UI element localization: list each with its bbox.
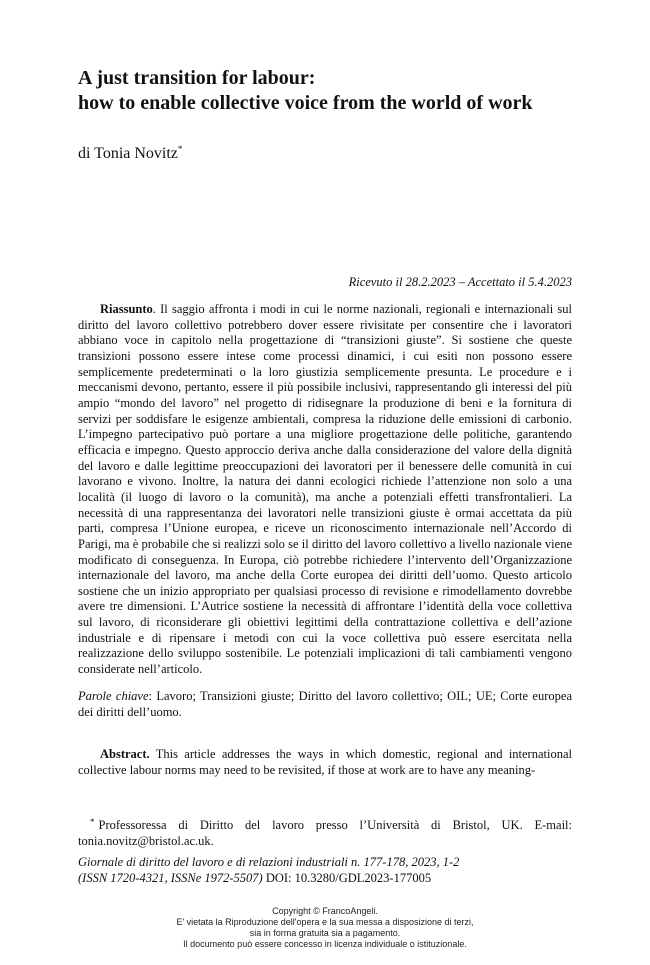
copyright-line-2: E' vietata la Riproduzione dell'opera e la sua messa a disposizione di terzi, <box>176 917 474 927</box>
received-accepted-dates: Ricevuto il 28.2.2023 – Accettato il 5.4.2023 <box>348 275 572 289</box>
riassunto-label: Riassunto <box>100 302 153 316</box>
journal-doi: DOI: 10.3280/GDL2023-177005 <box>262 871 432 885</box>
copyright-line-4: Il documento può essere concesso in licenza individuale o istituzionale. <box>183 939 467 949</box>
author-byline <box>78 139 182 164</box>
copyright-line-3: sia in forma gratuita sia a pagamento. <box>249 928 401 938</box>
footnote-marker: * <box>90 817 95 827</box>
journal-line-1: Giornale di diritto del lavoro e di relazioni industriali n. 177-178, 2023, 1-2 <box>78 855 460 869</box>
riassunto-text: . Il saggio affronta i modi in cui le norme nazionali, regionali e internazionali sul diritto del lavoro collettivo potrebbero dover essere rivisitate per consentire che i lavoratori abbiano voce in capitolo nella progettazione di “transizioni giuste”. Si sostiene che queste transizioni possono essere intese come processi dinamici, i cui esiti non possono essere semplicemente predeterminati o la loro giustizia semplicemente presunta. Le procedure e i meccanismi devono, pertanto, essere il più possibile inclusivi, rappresentando gli interessi del più ampio “mondo del lavoro” nel progetto di ridisegnare la produzione di beni e la fornitura di servizi per soddisfare le esigenze ambientali, compresa la riduzione delle emissioni di carbonio. L’impegno partecipativo può portare a una migliore progettazione delle politiche, garantendo efficacia e impegno. Questo approccio deriva anche dalla considerazione del valore della dignità del lavoro e dalle legittime preoccupazioni dei lavoratori per il benessere delle comunità in cui lavorano e vivono. Inoltre, la natura dei danni ecologici richiede l’attenzione non solo a una località (il luogo di lavoro o la comunità), ma anche a potenziali effetti transfrontalieri. La necessità di una rappresentanza dei lavoratori nelle transizioni giuste è ormai accettata da più parti, compresa l’Unione europea, e riceve un riconoscimento internazionale nell’Accordo di Parigi, ma è probabile che si realizzi solo se il diritto del lavoro collettivo a livello nazionale viene modificato di conseguenza. In Europa, ciò potrebbe richiedere l’intervento dell’Organizzazione internazionale del lavoro, ma anche della Corte europea dei diritti dell’uomo. Questo articolo sostiene che un inizio appropriato per qualsiasi processo di revisione e rimodellamento dovrebbe avere tre dimensioni. L’Autrice sostiene la necessità di affrontare l’identità della voce collettiva sul lavoro, di riconsiderare gli obiettivi legittimi della contrattazione collettiva e dell’azione industriale e di ripensare i metodi con cui la voce collettiva può essere esercitata nella realizzazione dello sviluppo sostenibile. Le potenziali implicazioni di tali cambiamenti vengono considerate nell’articolo. <box>78 302 572 677</box>
keywords-paragraph <box>78 689 572 720</box>
footnote-text: Professoressa di Diritto del lavoro presso l’Università di Bristol, UK. E-mail: tonia.novitz@bristol.ac.uk. <box>78 818 572 848</box>
abstract-text: This article addresses the ways in which domestic, regional and international collective labour norms may need to be revisited, if those at work are to have any meaning- <box>78 747 572 777</box>
abstract-paragraph <box>78 747 572 778</box>
journal-line-2 <box>78 870 572 886</box>
article-title <box>78 66 598 116</box>
author-footnote-marker: * <box>177 144 183 154</box>
copyright-notice <box>0 906 650 950</box>
keywords-label: Parole chiave <box>78 689 149 703</box>
riassunto-paragraph <box>78 302 572 678</box>
title-line-1: A just transition for labour: <box>78 67 316 89</box>
abstract-label: Abstract. <box>100 747 150 761</box>
journal-citation <box>78 854 572 886</box>
copyright-line-1: Copyright © FrancoAngeli. <box>272 906 378 916</box>
title-line-2: how to enable collective voice from the world of work <box>78 92 533 114</box>
journal-issn: (ISSN 1720-4321, ISSNe 1972-5507) <box>78 871 263 885</box>
keywords-text: : Lavoro; Transizioni giuste; Diritto del lavoro collettivo; OIL; UE; Corte europea dei diritti dell’uomo. <box>78 689 572 719</box>
author-footnote <box>78 814 572 849</box>
author-name: di Tonia Novitz <box>78 145 178 162</box>
